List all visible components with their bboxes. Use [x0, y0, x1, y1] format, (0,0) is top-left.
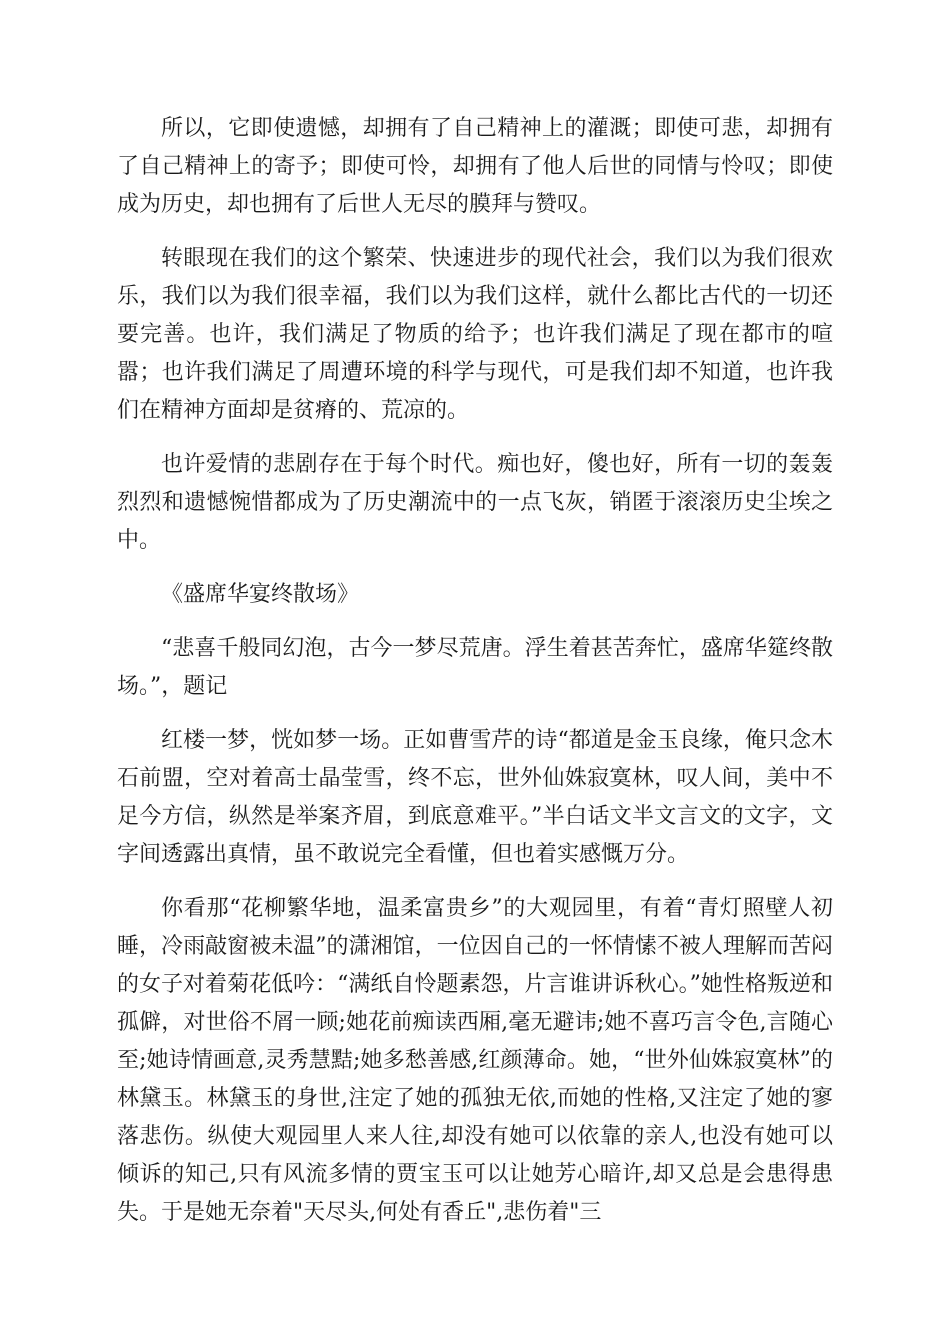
paragraph-love-tragedy: 也许爱情的悲剧存在于每个时代。痴也好，傻也好，所有一切的轰轰烈烈和遗憾惋惜都成为了历史潮流中的一点飞灰，销匿于滚滚历史尘埃之中。 [117, 452, 833, 553]
essay-title: 《盛席华宴终散场》 [161, 582, 360, 607]
paragraph-lin-daiyu: 你看那“花柳繁华地，温柔富贵乡”的大观园里，有着“青灯照壁人初睡，冷雨敲窗被未温”的潇湘馆，一位因自己的一怀情愫不被人理解而苦闷的女子对着菊花低吟：“满纸自怜题素怨，片言谁讲诉秋心。”她性格叛逆和孤僻，对世俗不屑一顾;她花前痴读西厢,毫无避讳;她不喜巧言令色,言随心至;她诗情画意,灵秀慧黠;她多愁善感,红颜薄命。她，“世外仙姝寂寞林”的林黛玉。林黛玉的身世,注定了她的孤独无依,而她的性格,又注定了她的寥落悲伤。纵使大观园里人来人往,却没有她可以依靠的亲人,也没有她可以倾诉的知己,只有风流多情的贾宝玉可以让她芳心暗许,却又总是会患得患失。于是她无奈着"天尽头,何处有香丘",悲伤着"三 [117, 896, 833, 1225]
document-page [117, 110, 833, 1248]
paragraph-modern-society: 转眼现在我们的这个繁荣、快速进步的现代社会，我们以为我们很欢乐，我们以为我们很幸福，我们以为我们这样，就什么都比古代的一切还要完善。也许，我们满足了物质的给予；也许我们满足了现在都市的喧嚣；也许我们满足了周遭环境的科学与现代，可是我们却不知道，也许我们在精神方面却是贫瘠的、荒凉的。 [117, 246, 833, 423]
paragraph-regret-inheritance: 所以，它即使遗憾，却拥有了自己精神上的灌溉；即使可悲，却拥有了自己精神上的寄予；即使可怜，却拥有了他人后世的同情与怜叹；即使成为历史，却也拥有了后世人无尽的膜拜与赞叹。 [117, 116, 833, 217]
epigraph: “悲喜千般同幻泡，古今一梦尽荒唐。浮生着甚苦奔忙，盛席华筵终散场。”，题记 [117, 636, 833, 699]
paragraph-red-chamber-dream: 红楼一梦，恍如梦一场。正如曹雪芹的诗“都道是金玉良缘，俺只念木石前盟，空对着高士晶莹雪，终不忘，世外仙姝寂寞林，叹人间，美中不足今方信，纵然是举案齐眉，到底意难平。”半白话文半文言文的文字，文字间透露出真情，虽不敢说完全看懂，但也着实感慨万分。 [117, 728, 833, 867]
